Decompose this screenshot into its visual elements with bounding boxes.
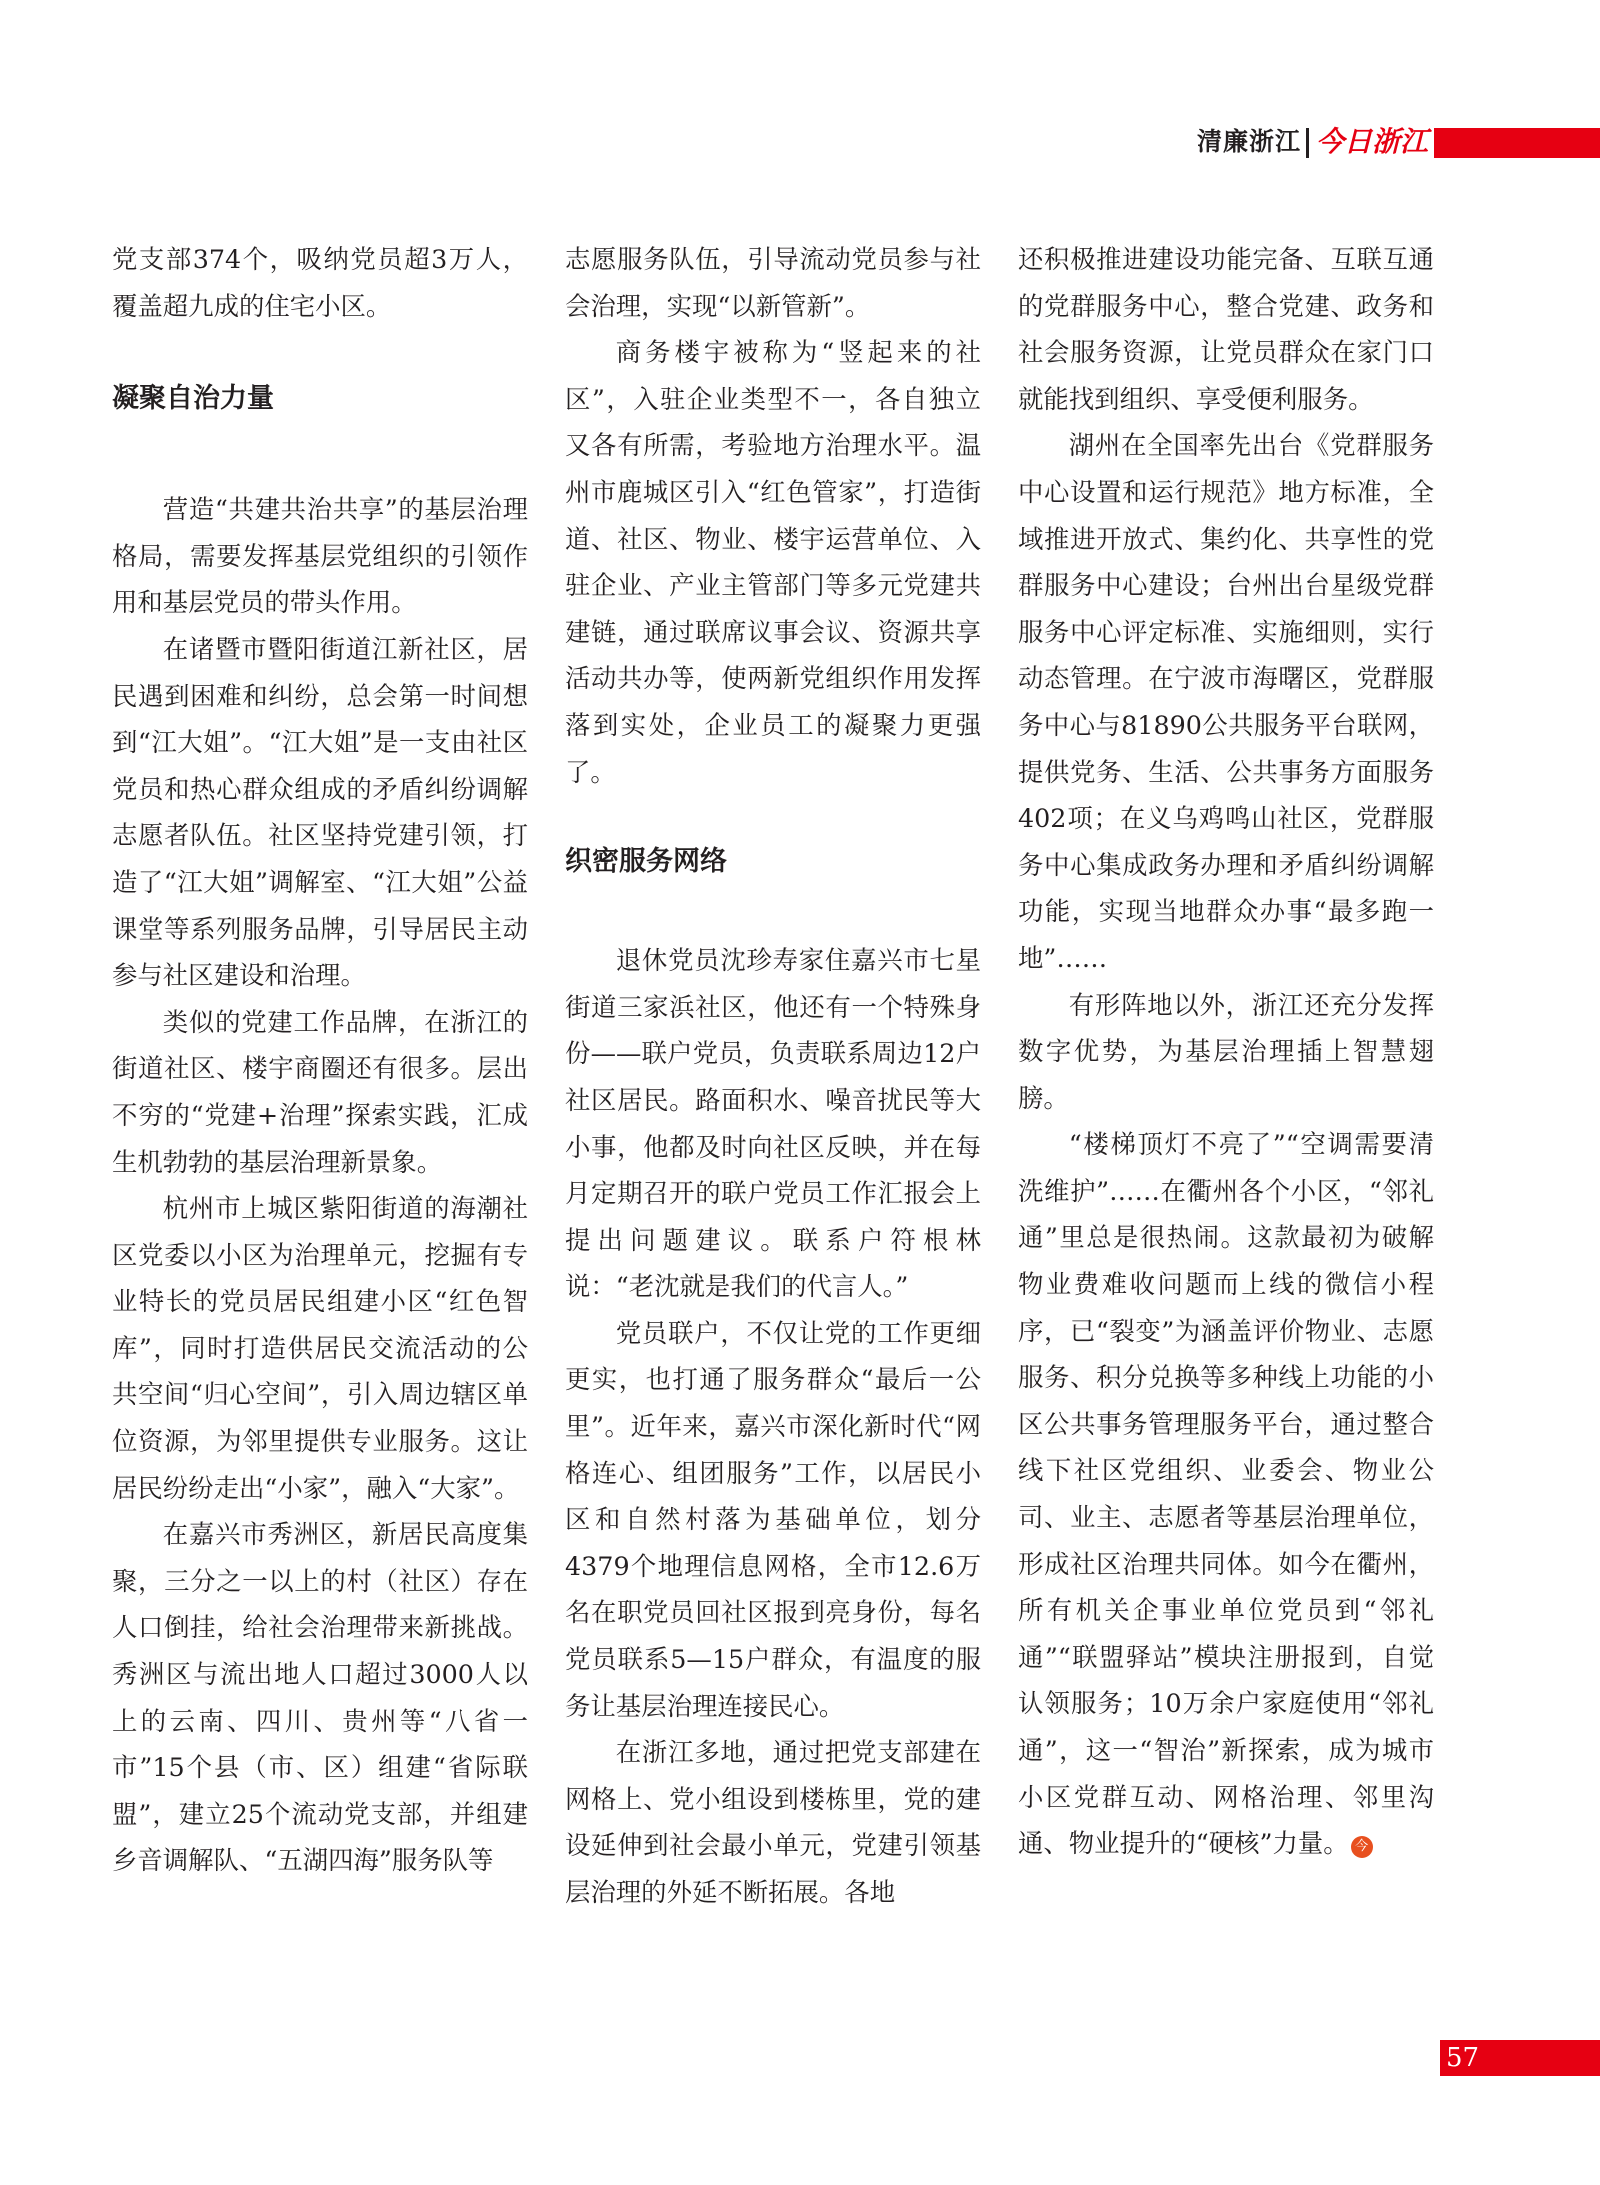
paragraph: 有形阵地以外，浙江还充分发挥数字优势，为基层治理插上智慧翅膀。	[1018, 989, 1434, 1113]
paragraph: 杭州市上城区紫阳街道的海潮社区党委以小区为治理单元，挖掘有专业特长的党员居民组建小区“红色智库”，同时打造供居民交流活动的公共空间“归心空间”，引入周边辖区单位资源，为邻里提供专业服务。这让居民纷纷走出“小家”，融入“大家”。	[112, 1193, 528, 1503]
paragraph: 营造“共建共治共享”的基层治理格局，需要发挥基层党组织的引领作用和基层党员的带头作用。	[112, 494, 528, 618]
paragraph: 在浙江多地，通过把党支部建在网格上、党小组设到楼栋里，党的建设延伸到社会最小单元，党建引领基层治理的外延不断拓展。各地	[565, 1737, 981, 1907]
article-column-1	[112, 236, 528, 1884]
paragraph: 类似的党建工作品牌，在浙江的街道社区、楼宇商圈还有很多。层出不穷的“党建+治理”探索实践，汇成生机勃勃的基层治理新景象。	[112, 1006, 528, 1177]
header-red-bar	[1434, 128, 1600, 158]
section-heading: 凝聚自治力量	[112, 383, 274, 415]
paragraph: 湖州在全国率先出台《党群服务中心设置和运行规范》地方标准，全域推进开放式、集约化、共享性的党群服务中心建设；台州出台星级党群服务中心评定标准、实施细则，实行动态管理。在宁波市海曙区，党群服务中心与81890公共服务平台联网，提供党务、生活、公共事务方面服务402项；在义乌鸡鸣山社区，党群服务中心集成政务办理和矛盾纠纷调解功能，实现当地群众办事“最多跑一地”……	[1018, 430, 1434, 973]
paragraph-text: “楼梯顶灯不亮了”“空调需要清洗维护”……在衢州各个小区，“邻礼通”里总是很热闹。这款最初为破解物业费难收问题而上线的微信小程序，已“裂变”为涵盖评价物业、志愿服务、积分兑换等多种线上功能的小区公共事务管理服务平台，通过整合线下社区党组织、业委会、物业公司、业主、志愿者等基层治理单位，形成社区治理共同体。如今在衢州，所有机关企事业单位党员到“邻礼通”“联盟驿站”模块注册报到，自觉认领服务；10万余户家庭使用“邻礼通”，这一“智治”新探索，成为城市小区党群互动、网格治理、邻里沟通、物业提升的“硬核”力量。	[1018, 1129, 1434, 1859]
paragraph: 志愿服务队伍，引导流动党员参与社会治理，实现“以新管新”。	[565, 244, 981, 321]
page-header	[0, 124, 1600, 160]
section-title: 清廉浙江	[1196, 127, 1301, 156]
paragraph: 商务楼宇被称为“竖起来的社区”，入驻企业类型不一，各自独立又各有所需，考验地方治理水平。温州市鹿城区引入“红色管家”，打造街道、社区、物业、楼宇运营单位、入驻企业、产业主管部门等多元党建共建链，通过联席议事会议、资源共享活动共办等，使两新党组织作用发挥落到实处，企业员工的凝聚力更强了。	[565, 337, 981, 787]
paragraph	[1018, 1121, 1434, 1867]
article-column-3	[1018, 236, 1434, 1867]
paragraph: 在诸暨市暨阳街道江新社区，居民遇到困难和纠纷，总会第一时间想到“江大姐”。“江大姐”是一支由社区党员和热心群众组成的矛盾纠纷调解志愿者队伍。社区坚持党建引领，打造了“江大姐”调解室、“江大姐”公益课堂等系列服务品牌，引导居民主动参与社区建设和治理。	[112, 633, 528, 991]
page-footer	[1440, 2040, 1600, 2076]
section-heading: 织密服务网络	[565, 846, 727, 878]
paragraph: 退休党员沈珍寿家住嘉兴市七星街道三家浜社区，他还有一个特殊身份——联户党员，负责联系周边12户社区居民。路面积水、噪音扰民等大小事，他都及时向社区反映，并在每月定期召开的联户党员工作汇报会上提出问题建议。联系户符根林说：“老沈就是我们的代言人。”	[565, 945, 981, 1302]
header-divider	[1306, 128, 1309, 158]
magazine-logo: 今日浙江	[1316, 125, 1429, 158]
page-number: 57	[1446, 2043, 1480, 2073]
paragraph: 党员联户，不仅让党的工作更细更实，也打通了服务群众“最后一公里”。近年来，嘉兴市深化新时代“网格连心、组团服务”工作，以居民小区和自然村落为基础单位，划分4379个地理信息网格，全市12.6万名在职党员回社区报到亮身份，每名党员联系5—15户群众，有温度的服务让基层治理连接民心。	[565, 1317, 981, 1721]
end-mark-icon: 今	[1351, 1836, 1373, 1858]
paragraph: 在嘉兴市秀洲区，新居民高度集聚，三分之一以上的村（社区）存在人口倒挂，给社会治理带来新挑战。秀洲区与流出地人口超过3000人以上的云南、四川、贵州等“八省一市”15个县（市、区）组建“省际联盟”，建立25个流动党支部，并组建乡音调解队、“五湖四海”服务队等	[112, 1519, 528, 1876]
article-column-2	[565, 236, 981, 1916]
paragraph: 还积极推进建设功能完备、互联互通的党群服务中心，整合党建、政务和社会服务资源，让党员群众在家门口就能找到组织、享受便利服务。	[1018, 244, 1434, 414]
paragraph: 党支部374个，吸纳党员超3万人，覆盖超九成的住宅小区。	[112, 244, 528, 321]
